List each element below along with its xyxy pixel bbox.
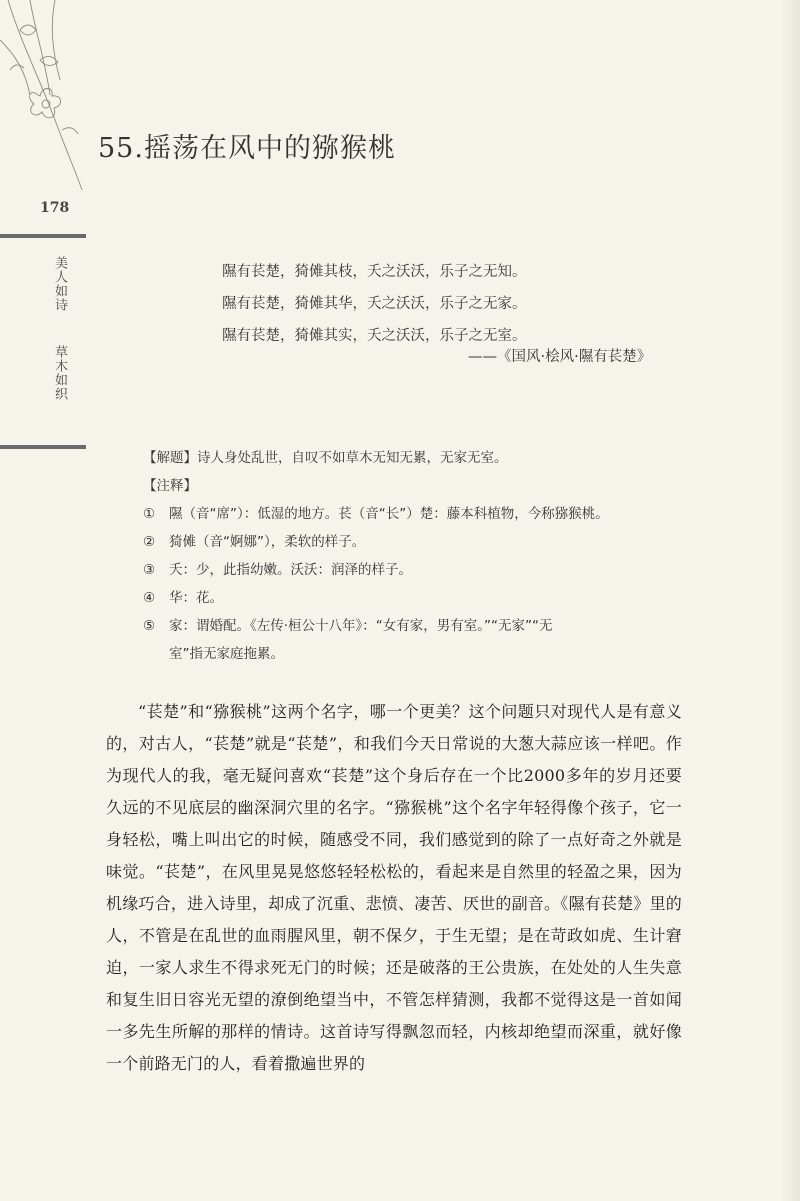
note-item — [143, 528, 683, 556]
note-item — [143, 612, 683, 640]
chapter-title: 55.摇荡在风中的猕猴桃 — [98, 133, 396, 164]
note-number: ④ — [143, 590, 156, 606]
page-number: 178 — [40, 200, 70, 216]
body-text-block — [106, 696, 682, 1080]
sidebar-subtitle: 草木如织 — [52, 345, 67, 401]
note-text: 猗傩（音“婀娜”），柔软的样子。 — [169, 534, 366, 550]
note-zhushi-header: 【注释】 — [143, 478, 197, 494]
body-paragraph: “苌楚”和“猕猴桃”这两个名字，哪一个更美？这个问题只对现代人是有意义的，对古人，“苌楚”就是“苌楚”，和我们今天日常说的大葱大蒜应该一样吧。作为现代人的我，毫无疑问喜欢“苌楚”这个身后存在一个比2000多年的岁月还要久远的不见底层的幽深洞穴里的名字。“猕猴桃”这个名字年轻得像个孩子，它一身轻松，嘴上叫出它的时候，随感受不同，我们感觉到的除了一点好奇之外就是味觉。“苌楚”，在风里晃晃悠悠轻轻松松的，看起来是自然里的轻盈之果，因为机缘巧合，进入诗里，却成了沉重、悲愤、凄苦、厌世的副音。《隰有苌楚》里的人，不管是在乱世的血雨腥风里，朝不保夕，于生无望；是在苛政如虎、生计窘迫，一家人求生不得求死无门的时候；还是破落的王公贵族，在处处的人生失意和复生旧日容光无望的潦倒绝望当中，不管怎样猜测，我都不觉得这是一首如闻一多先生所解的那样的情诗。这首诗写得飘忽而轻，内核却绝望而深重，就好像一个前路无门的人，看着撒遍世界的 — [106, 702, 682, 1073]
note-number: ② — [143, 534, 156, 550]
note-text: 华：花。 — [169, 590, 223, 606]
note-text-continued: 室”指无家庭拖累。 — [169, 646, 284, 662]
note-text: 隰（音“席”）：低湿的地方。苌（音“长”）楚：藤本科植物，今称猕猴桃。 — [169, 506, 609, 522]
note-number: ③ — [143, 562, 156, 578]
poem-block — [222, 256, 682, 352]
note-text: 家：谓婚配。《左传·桓公十八年》：“女有家，男有室。”“无家”“无 — [169, 618, 553, 634]
note-number: ⑤ — [143, 618, 156, 634]
flower-illustration-icon — [0, 0, 110, 190]
note-item — [143, 500, 683, 528]
poem-line: 隰有苌楚，猗傩其华，夭之沃沃，乐子之无家。 — [222, 296, 527, 312]
notes-block — [143, 444, 683, 668]
sidebar-rule-top — [0, 234, 86, 238]
poem-line: 隰有苌楚，猗傩其实，夭之沃沃，乐子之无室。 — [222, 328, 527, 344]
note-item — [143, 584, 683, 612]
page-edge-shadow — [780, 0, 800, 1201]
note-item — [143, 556, 683, 584]
sidebar-series-title: 美人如诗 — [52, 256, 67, 312]
note-number: ① — [143, 506, 156, 522]
sidebar-rule-bottom — [0, 445, 86, 449]
poem-line: 隰有苌楚，猗傩其枝，夭之沃沃，乐子之无知。 — [222, 264, 527, 280]
poem-source: ——《国风·桧风·隰有苌楚》 — [468, 349, 652, 365]
note-text: 夭：少，此指幼嫩。沃沃：润泽的样子。 — [169, 562, 412, 578]
note-jieti: 【解题】诗人身处乱世，自叹不如草木无知无累，无家无室。 — [143, 450, 508, 466]
